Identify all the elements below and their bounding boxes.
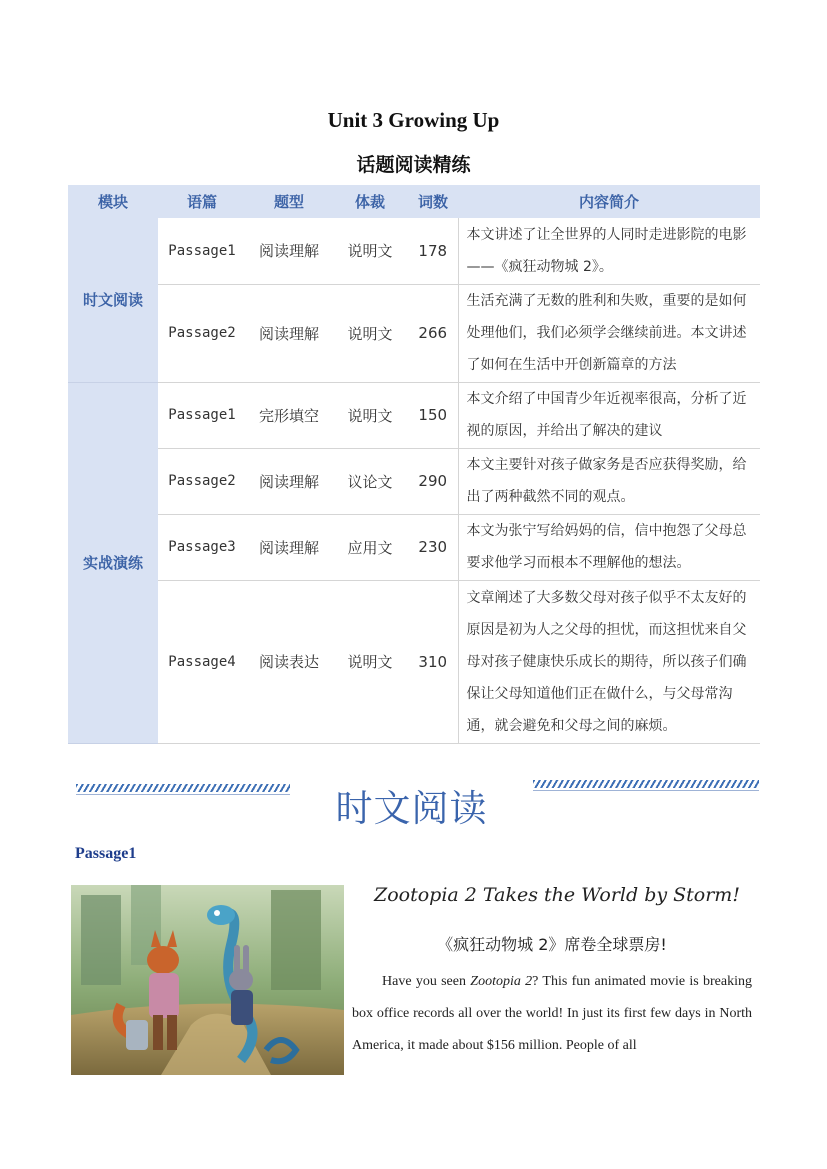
passage-cell: Passage3	[158, 514, 246, 580]
article-body-text: Have you seen	[382, 974, 471, 989]
passage-cell: Passage2	[158, 448, 246, 514]
article-title: Zootopia 2 Takes the World by Storm!	[374, 884, 740, 906]
passage-label: Passage1	[75, 845, 137, 862]
type-cell: 阅读理解	[246, 514, 332, 580]
type-cell: 阅读理解	[246, 448, 332, 514]
summary-cell: 生活充满了无数的胜利和失败，重要的是如何处理他们，我们必须学会继续前进。本文讲述了如何在生活中开创新篇章的方法	[458, 284, 760, 382]
article-body	[352, 966, 752, 1062]
overview-table	[68, 185, 760, 744]
movie-name: Zootopia 2	[470, 974, 533, 989]
genre-cell: 说明文	[332, 382, 408, 448]
type-cell: 阅读理解	[246, 218, 332, 284]
type-cell: 阅读理解	[246, 284, 332, 382]
genre-cell: 应用文	[332, 514, 408, 580]
module-cell: 时文阅读	[68, 218, 158, 382]
article-subtitle: 《疯狂动物城 2》席卷全球票房!	[437, 935, 667, 954]
passage-cell: Passage4	[158, 580, 246, 743]
table-row	[68, 284, 760, 382]
genre-cell: 说明文	[332, 284, 408, 382]
table-row	[68, 514, 760, 580]
column-header: 内容简介	[458, 185, 760, 218]
summary-cell: 本文讲述了让全世界的人同时走进影院的电影——《疯狂动物城 2》。	[458, 218, 760, 284]
movie-still-icon	[71, 885, 344, 1075]
words-cell: 178	[408, 218, 458, 284]
passage-cell: Passage1	[158, 382, 246, 448]
table-row	[68, 218, 760, 284]
section-banner: 时文阅读	[335, 787, 488, 830]
table-row	[68, 448, 760, 514]
article-body-text: ? This fun animated movie is breaking box office records all over the world! In just its first few days in North America, it made about $156 million. People of all	[352, 974, 752, 1053]
summary-cell: 本文为张宁写给妈妈的信，信中抱怨了父母总要求他学习而根本不理解他的想法。	[458, 514, 760, 580]
table-row	[68, 382, 760, 448]
type-cell: 阅读表达	[246, 580, 332, 743]
column-header: 模块	[68, 185, 158, 218]
passage-cell: Passage1	[158, 218, 246, 284]
column-header: 词数	[408, 185, 458, 218]
table-row	[68, 580, 760, 743]
summary-cell: 文章阐述了大多数父母对孩子似乎不太友好的原因是初为人之父母的担忧，而这担忧来自父母对孩子健康快乐成长的期待，所以孩子们确保让父母知道他们正在做什么，与父母常沟通，就会避免和父母之间的麻烦。	[458, 580, 760, 743]
page-title: Unit 3 Growing Up	[327, 108, 500, 132]
words-cell: 266	[408, 284, 458, 382]
genre-cell: 议论文	[332, 448, 408, 514]
words-cell: 310	[408, 580, 458, 743]
banner-left-stripe	[76, 784, 290, 792]
module-cell: 实战演练	[68, 382, 158, 743]
summary-cell: 本文介绍了中国青少年近视率很高，分析了近视的原因，并给出了解决的建议	[458, 382, 760, 448]
words-cell: 230	[408, 514, 458, 580]
words-cell: 150	[408, 382, 458, 448]
genre-cell: 说明文	[332, 580, 408, 743]
table-header-row	[68, 185, 760, 218]
column-header: 题型	[246, 185, 332, 218]
column-header: 语篇	[158, 185, 246, 218]
words-cell: 290	[408, 448, 458, 514]
page-subtitle: 话题阅读精练	[356, 154, 471, 176]
type-cell: 完形填空	[246, 382, 332, 448]
summary-cell: 本文主要针对孩子做家务是否应获得奖励，给出了两种截然不同的观点。	[458, 448, 760, 514]
passage-cell: Passage2	[158, 284, 246, 382]
banner-right-stripe	[533, 780, 759, 788]
column-header: 体裁	[332, 185, 408, 218]
genre-cell: 说明文	[332, 218, 408, 284]
movie-still-image	[71, 885, 344, 1075]
